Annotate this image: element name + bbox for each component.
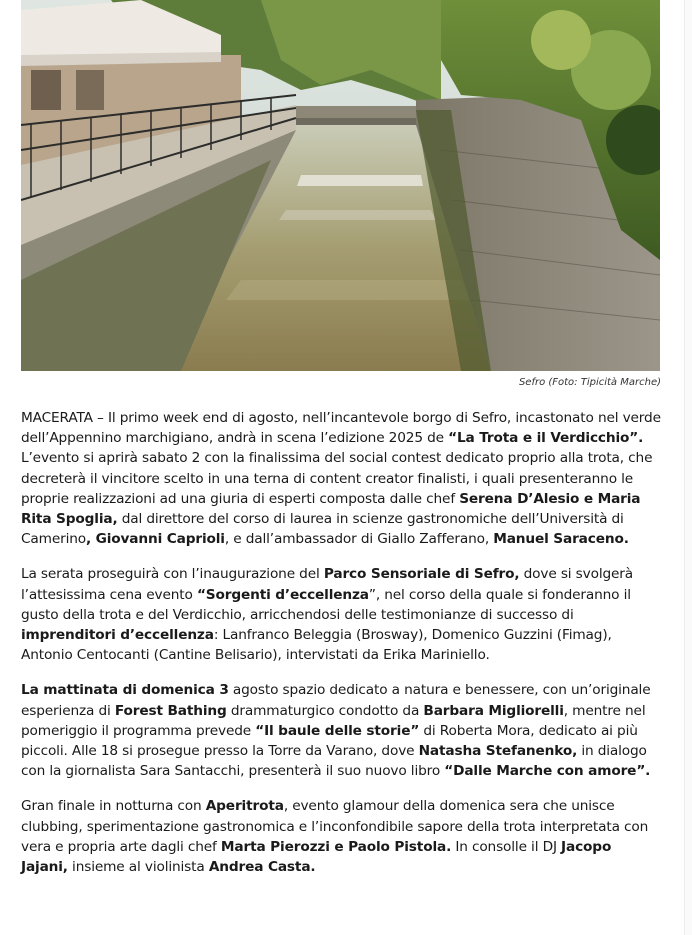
text-segment: In consolle il DJ xyxy=(451,838,562,855)
bold-text: Barbara Migliorelli xyxy=(423,702,564,719)
text-segment: , evento glamour della domenica sera che unisce clubbing, sperimentazione gastronomica e l’inconfondibile sapore della trota interpretata con vera e propria arte dagli chef xyxy=(21,798,649,855)
text-segment: in dialogo con la giornalista Sara Santacchi, presenterà il suo nuovo libro xyxy=(21,743,647,780)
bold-text: Aperitrota xyxy=(205,798,284,815)
text-segment: dove si svolgerà l’attesissima cena evento xyxy=(21,566,633,603)
article-photo xyxy=(21,0,660,371)
text-segment: MACERATA – Il primo week end di agosto, nell’incantevole borgo di Sefro, incastonato nel verde dell’Appennino marchigiano, andrà in scena l’edizione 2025 de xyxy=(21,410,661,447)
scrollbar[interactable] xyxy=(684,0,692,935)
bold-text: La mattinata di domenica 3 xyxy=(21,682,229,699)
sefro-canal-illustration xyxy=(21,0,660,371)
text-segment: agosto spazio dedicato a natura e benessere, con un’originale esperienza di xyxy=(21,682,651,719)
text-segment: di Roberta Mora, dedicato ai più piccoli. Alle 18 si prosegue presso la Torre da Varano, dove xyxy=(21,722,638,760)
bold-text: Parco Sensoriale di Sefro, xyxy=(323,566,520,583)
bold-text: “Dalle Marche con amore”. xyxy=(444,763,651,780)
bold-text: Serena D’Alesio e Maria Rita Spoglia, xyxy=(21,490,641,528)
bold-text: Jacopo Jajani, xyxy=(21,838,612,876)
bold-text: imprenditori d’eccellenza xyxy=(21,627,214,644)
text-segment: : Lanfranco Beleggia (Brosway), Domenico Guzzini (Fimag), Antonio Centocanti (Cantine Belisario), intervistati da Erika Mariniello. xyxy=(21,627,612,664)
bold-text: Manuel Saraceno. xyxy=(493,531,629,548)
text-segment: L’evento si aprirà sabato 2 con la finalissima del social contest dedicato proprio alla trota, che decreterà il vincitore scelto in una terna di content creator finalisti, i quali presenteranno le proprie realizzazioni ad una giuria di esperti composta dalle chef xyxy=(21,450,653,507)
bold-text: , Giovanni Caprioli xyxy=(85,531,225,548)
photo-caption: Sefro (Foto: Tipicità Marche) xyxy=(518,377,661,388)
text-segment: insieme al violinista xyxy=(67,859,209,876)
bold-text: “Il baule delle storie” xyxy=(255,722,420,739)
text-segment: , mentre nel pomeriggio il programma prevede xyxy=(21,702,646,739)
text-segment: ”, nel corso della quale si fonderanno il gusto della trota e del Verdicchio, arricchendosi delle testimonianze di successo di xyxy=(21,586,631,623)
article-body xyxy=(21,408,661,892)
bold-text: Natasha Stefanenko, xyxy=(418,743,578,760)
bold-text: Andrea Casta. xyxy=(208,859,316,876)
text-segment: drammaturgico condotto da xyxy=(226,702,424,719)
article-paragraph xyxy=(21,408,661,549)
article-paragraph xyxy=(21,564,661,665)
bold-text: “Sorgenti d’eccellenza xyxy=(196,586,369,603)
article-paragraph xyxy=(21,680,661,781)
text-segment: , e dall’ambassador di Giallo Zafferano, xyxy=(224,531,494,548)
text-segment: Gran finale in notturna con xyxy=(21,798,206,815)
bold-text: “La Trota e il Verdicchio”. xyxy=(448,430,644,447)
article-paragraph xyxy=(21,796,661,877)
bold-text: Marta Pierozzi e Paolo Pistola. xyxy=(220,838,452,855)
bold-text: Forest Bathing xyxy=(114,702,227,719)
text-segment: dal direttore del corso di laurea in scienze gastronomiche dell’Università di Camerino xyxy=(21,511,624,548)
text-segment: La serata proseguirà con l’inaugurazione del xyxy=(21,566,324,583)
